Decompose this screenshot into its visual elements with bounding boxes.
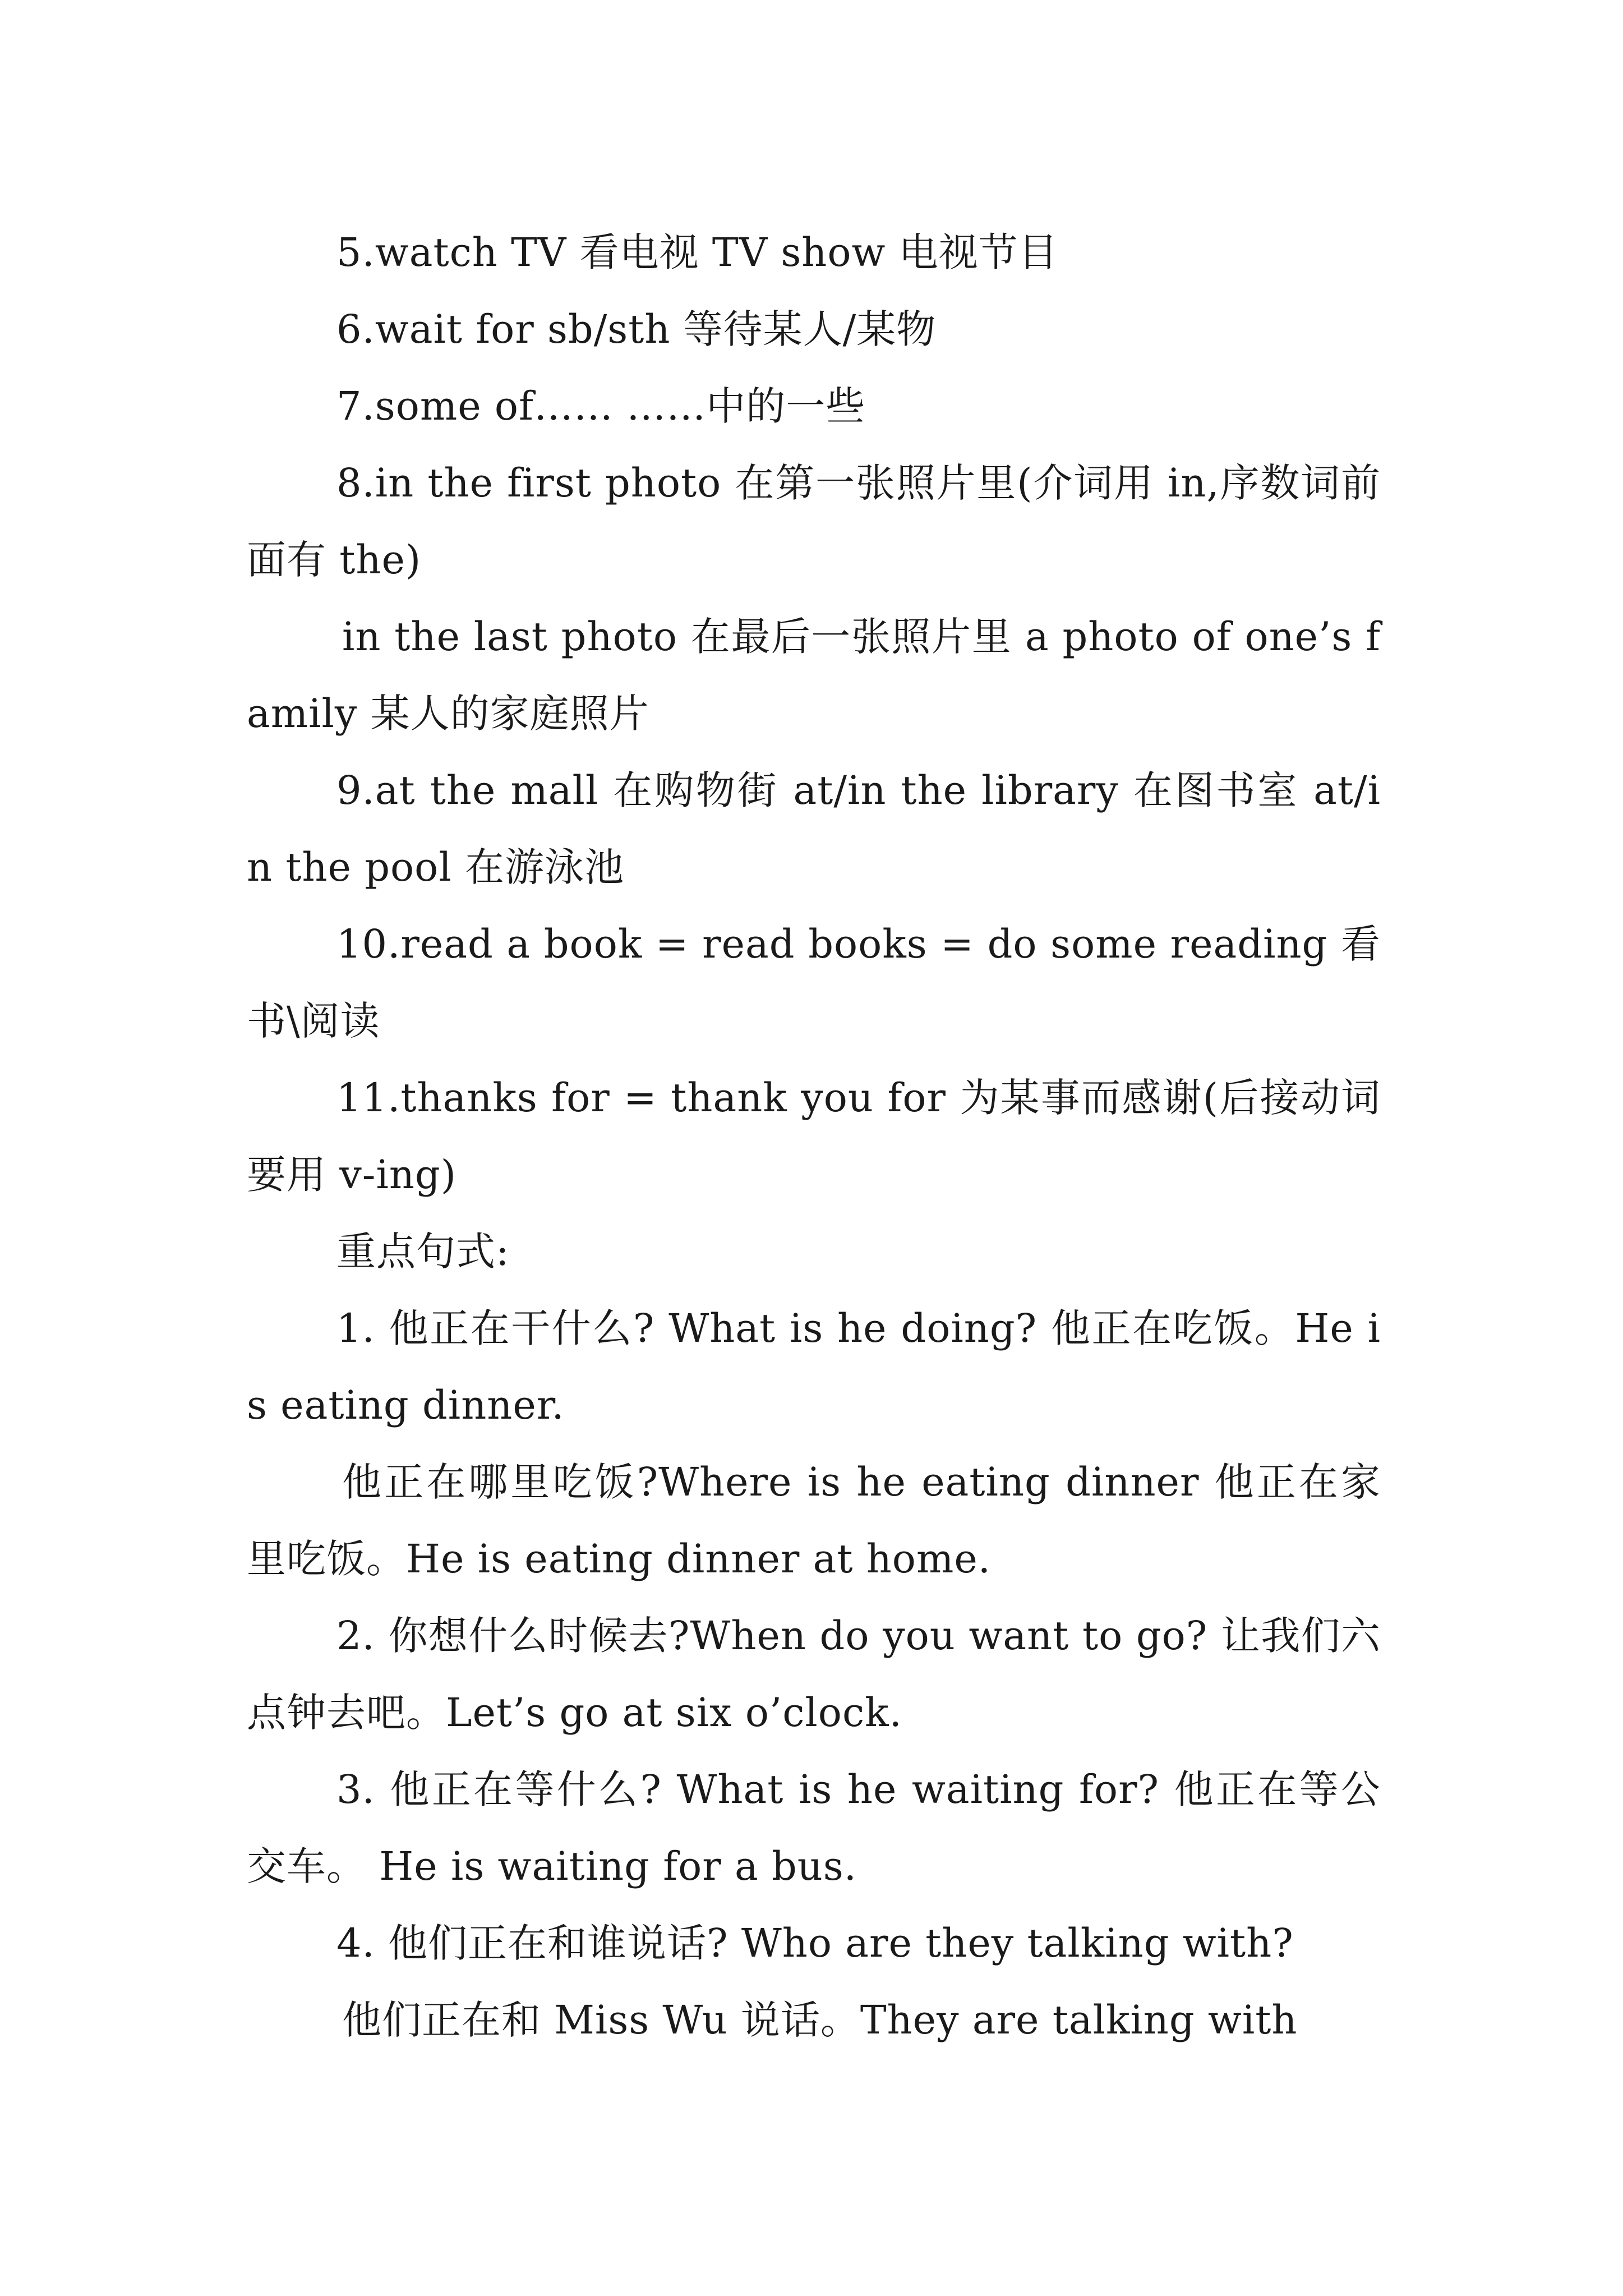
vocab-item-6: 6.wait for sb/sth 等待某人/某物 [336,306,937,352]
sentence-item-4: 4. 他们正在和谁说话? Who are they talking with? [336,1920,1294,1966]
vocab-item-8-continued: in the last photo 在最后一张照片里 a photo of one’s family 某人的家庭照片 [247,614,1381,737]
vocab-item-8: 8.in the first photo 在第一张照片里(介词用 in,序数词前面有 the) [247,460,1381,583]
vocab-item-5: 5.watch TV 看电视 TV show 电视节目 [336,229,1058,275]
vocab-item-9: 9.at the mall 在购物街 at/in the library 在图书室 at/in the pool 在游泳池 [247,767,1381,890]
document-body [247,214,1381,2059]
sentence-item-1: 1. 他正在干什么? What is he doing? 他正在吃饭。He is eating dinner. [247,1305,1381,1428]
vocab-item-10: 10.read a book = read books = do some reading 看书\阅读 [247,921,1381,1044]
vocab-item-7: 7.some of…… ……中的一些 [336,383,866,429]
sentence-item-4-continued: 他们正在和 Miss Wu 说话。They are talking with [342,1997,1298,2043]
sentence-item-3: 3. 他正在等什么? What is he waiting for? 他正在等公交车。 He is waiting for a bus. [247,1766,1381,1889]
sentence-item-2: 2. 你想什么时候去?When do you want to go? 让我们六点钟去吧。Let’s go at six o’clock. [247,1613,1381,1736]
section-heading-key-sentences: 重点句式: [336,1228,510,1274]
sentence-item-1-continued: 他正在哪里吃饭?Where is he eating dinner 他正在家里吃饭。He is eating dinner at home. [247,1459,1381,1582]
vocab-item-11: 11.thanks for = thank you for 为某事而感谢(后接动词要用 v-ing) [247,1075,1381,1198]
